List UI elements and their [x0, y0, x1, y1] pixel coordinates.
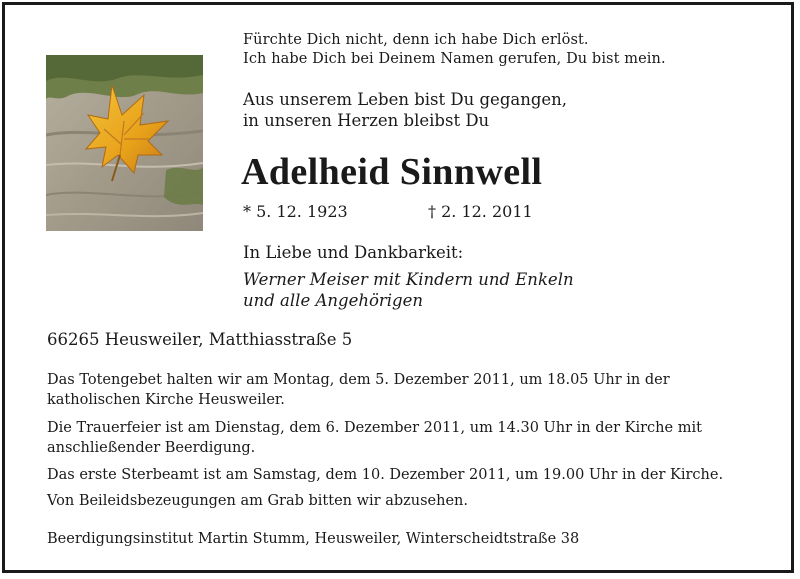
intro-line-2: in unseren Herzen bleibst Du: [243, 111, 490, 130]
verse-line-2: Ich habe Dich bei Deinem Namen gerufen, Du bist mein.: [243, 51, 666, 67]
mourners-heading: In Liebe und Dankbarkeit:: [243, 243, 464, 262]
funeral-home: Beerdigungsinstitut Martin Stumm, Heusweiler, Winterscheidtstraße 38: [47, 531, 580, 547]
notice-condolences: Von Beileidsbezeugungen am Grab bitten wir abzusehen.: [47, 493, 469, 509]
birth-date: * 5. 12. 1923: [243, 202, 348, 221]
verse-line-1: Fürchte Dich nicht, denn ich habe Dich erlöst.: [243, 32, 589, 48]
notice-ceremony-line-1: Die Trauerfeier ist am Dienstag, dem 6. Dezember 2011, um 14.30 Uhr in der Kirche mit: [47, 420, 702, 436]
family-address: 66265 Heusweiler, Matthiasstraße 5: [47, 330, 353, 349]
mourners-line-1: Werner Meiser mit Kindern und Enkeln: [243, 270, 574, 289]
intro-line-1: Aus unserem Leben bist Du gegangen,: [243, 90, 568, 109]
notice-prayer-line-2: katholischen Kirche Heusweiler.: [47, 392, 285, 408]
notice-requiem: Das erste Sterbeamt ist am Samstag, dem 10. Dezember 2011, um 19.00 Uhr in der Kirche.: [47, 467, 724, 483]
notice-prayer-line-1: Das Totengebet halten wir am Montag, dem 5. Dezember 2011, um 18.05 Uhr in der: [47, 372, 670, 388]
autumn-leaf-photo: [46, 55, 203, 231]
notice-ceremony-line-2: anschließender Beerdigung.: [47, 440, 256, 456]
deceased-name: Adelheid Sinnwell: [241, 151, 543, 193]
mourners-line-2: und alle Angehörigen: [243, 291, 424, 310]
death-date: † 2. 12. 2011: [428, 202, 533, 221]
